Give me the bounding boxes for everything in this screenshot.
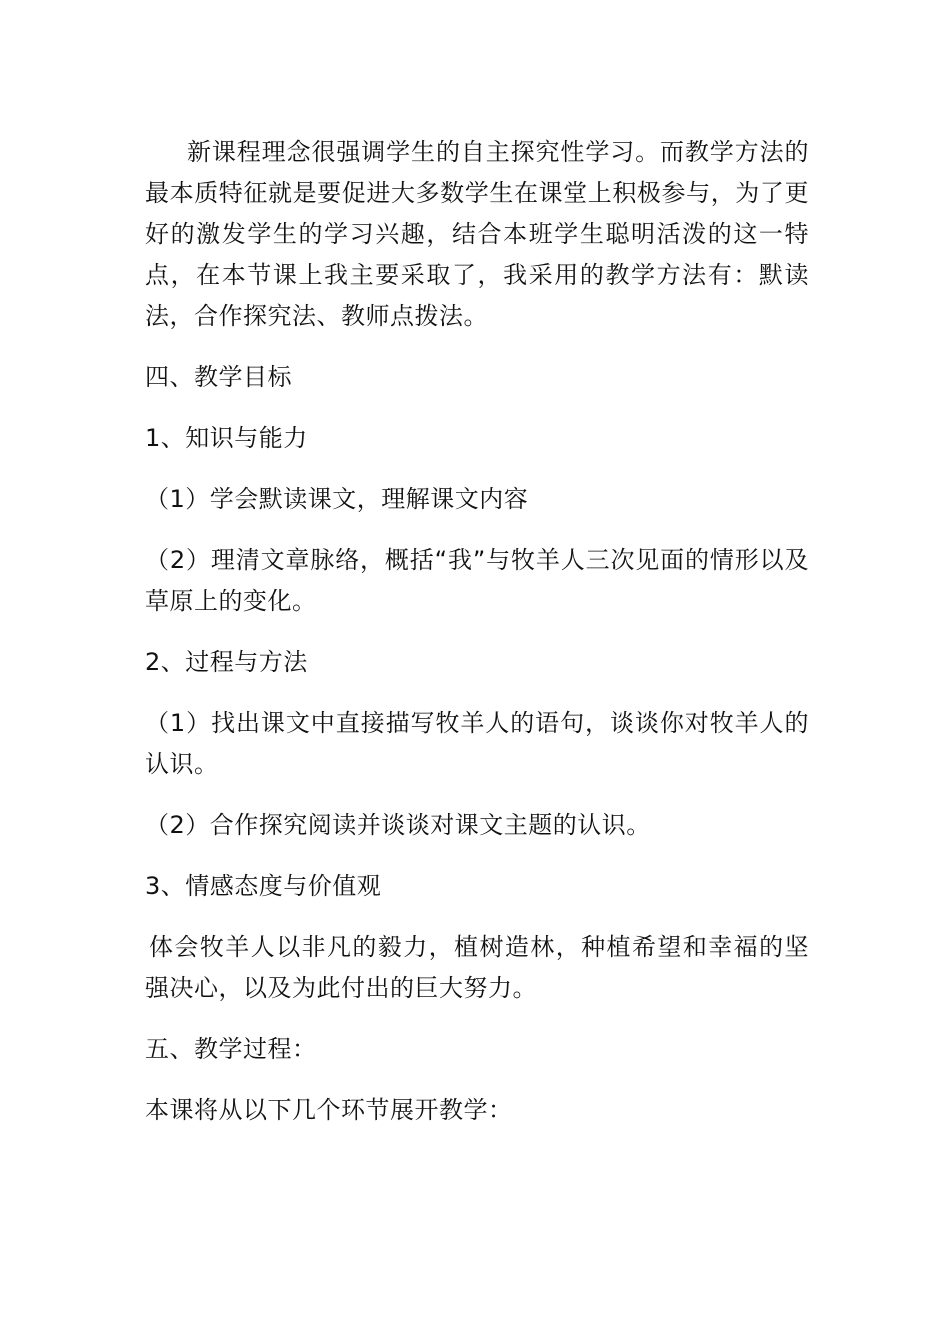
objective-item: （2）合作探究阅读并谈谈对课文主题的认识。 [145, 811, 651, 839]
objective-item: （2）理清文章脉络，概括“我”与牧羊人三次见面的情形以及草原上的变化。 [145, 546, 809, 615]
subheading-knowledge: 1、知识与能力 [145, 424, 308, 452]
intro-paragraph: 新课程理念很强调学生的自主探究性学习。而教学方法的最本质特征就是要促进大多数学生在课堂上积极参与，为了更好的激发学生的学习兴趣，结合本班学生聪明活泼的这一特点，在本节课上我主要采取了，我采用的教学方法有：默读法，合作探究法、教师点拨法。 [145, 138, 809, 330]
closing-paragraph: 本课将从以下几个环节展开教学： [145, 1096, 513, 1124]
objective-item: （1）找出课文中直接描写牧羊人的语句，谈谈你对牧羊人的认识。 [145, 709, 809, 778]
section-heading-process: 五、教学过程： [145, 1035, 317, 1063]
section-heading-objectives: 四、教学目标 [145, 363, 292, 391]
objective-item: 体会牧羊人以非凡的毅力，植树造林，种植希望和幸福的坚强决心，以及为此付出的巨大努力。 [145, 933, 809, 1002]
objective-item: （1）学会默读课文，理解课文内容 [145, 485, 529, 513]
subheading-emotion: 3、情感态度与价值观 [145, 872, 382, 900]
document-body [145, 132, 809, 1131]
subheading-process: 2、过程与方法 [145, 648, 308, 676]
